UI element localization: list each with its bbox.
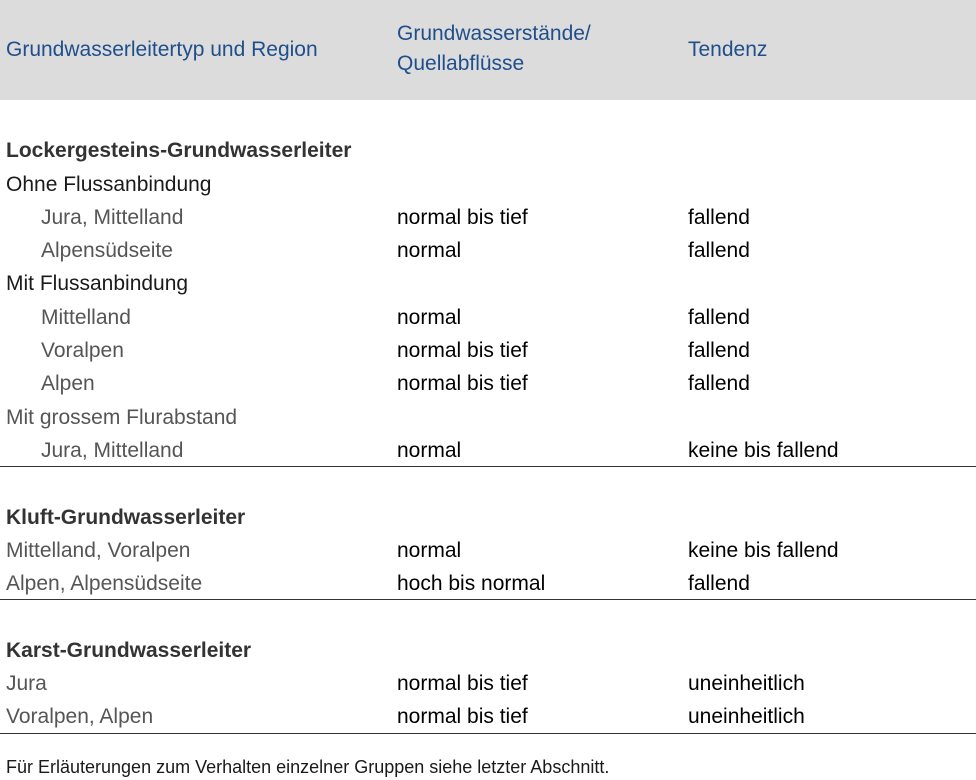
subgroup-row bbox=[0, 168, 976, 201]
header-trend: Tendenz bbox=[688, 38, 768, 61]
region-cell: Voralpen bbox=[41, 339, 124, 362]
header-levels-line2: Quellabflüsse bbox=[397, 52, 525, 75]
trend-cell: fallend bbox=[688, 239, 750, 262]
header-region: Grundwasserleitertyp und Region bbox=[6, 38, 318, 61]
footnote: Für Erläuterungen zum Verhalten einzelner Gruppen siehe letzter Abschnitt. bbox=[6, 757, 610, 777]
trend-cell: keine bis fallend bbox=[688, 439, 839, 462]
region-cell: Voralpen, Alpen bbox=[6, 705, 154, 728]
subgroup-ohne-flussanbindung: Ohne Flussanbindung bbox=[6, 173, 212, 196]
trend-cell: keine bis fallend bbox=[688, 539, 839, 562]
subgroup-grosser-flurabstand: Mit grossem Flurabstand bbox=[6, 406, 238, 429]
trend-cell: fallend bbox=[688, 572, 750, 595]
subgroup-mit-flussanbindung: Mit Flussanbindung bbox=[6, 272, 189, 295]
trend-cell: fallend bbox=[688, 372, 750, 395]
region-cell: Alpen, Alpensüdseite bbox=[6, 572, 203, 595]
region-cell: Jura bbox=[6, 672, 47, 695]
table-row bbox=[0, 367, 976, 400]
level-cell: normal bis tief bbox=[397, 206, 528, 229]
subgroup-row bbox=[0, 401, 976, 434]
table-row bbox=[0, 700, 976, 733]
table-row bbox=[0, 667, 976, 700]
region-cell: Alpensüdseite bbox=[41, 239, 173, 262]
trend-cell: uneinheitlich bbox=[688, 672, 805, 695]
level-cell: normal bis tief bbox=[397, 705, 528, 728]
region-cell: Alpen bbox=[41, 372, 95, 395]
trend-cell: fallend bbox=[688, 306, 750, 329]
header-levels bbox=[397, 19, 591, 79]
level-cell: normal bis tief bbox=[397, 672, 528, 695]
table-row bbox=[0, 234, 976, 267]
section-title-row bbox=[0, 134, 976, 167]
table-row bbox=[0, 301, 976, 334]
level-cell: normal bbox=[397, 539, 462, 562]
trend-cell: fallend bbox=[688, 206, 750, 229]
trend-cell: uneinheitlich bbox=[688, 705, 805, 728]
section-title-locker: Lockergesteins-Grundwasserleiter bbox=[6, 139, 352, 162]
table-row bbox=[0, 567, 976, 600]
level-cell: normal bis tief bbox=[397, 372, 528, 395]
section-title-row bbox=[0, 634, 976, 667]
section-divider bbox=[0, 599, 976, 600]
table-row bbox=[0, 334, 976, 367]
table-header bbox=[0, 0, 976, 100]
section-divider bbox=[0, 466, 976, 467]
region-cell: Jura, Mittelland bbox=[41, 206, 184, 229]
level-cell: normal bbox=[397, 439, 462, 462]
trend-cell: fallend bbox=[688, 339, 750, 362]
level-cell: normal bbox=[397, 239, 462, 262]
region-cell: Mittelland bbox=[41, 306, 131, 329]
region-cell: Mittelland, Voralpen bbox=[6, 539, 191, 562]
level-cell: normal bbox=[397, 306, 462, 329]
section-title-row bbox=[0, 501, 976, 534]
table-row bbox=[0, 201, 976, 234]
subgroup-row bbox=[0, 267, 976, 300]
section-title-kluft: Kluft-Grundwasserleiter bbox=[6, 506, 246, 529]
level-cell: hoch bis normal bbox=[397, 572, 546, 595]
region-cell: Jura, Mittelland bbox=[41, 439, 184, 462]
table-row bbox=[0, 434, 976, 467]
header-levels-line1: Grundwasserstände/ bbox=[397, 22, 591, 45]
section-title-karst: Karst-Grundwasserleiter bbox=[6, 639, 252, 662]
table-bottom-rule bbox=[0, 733, 976, 734]
table-row bbox=[0, 534, 976, 567]
level-cell: normal bis tief bbox=[397, 339, 528, 362]
